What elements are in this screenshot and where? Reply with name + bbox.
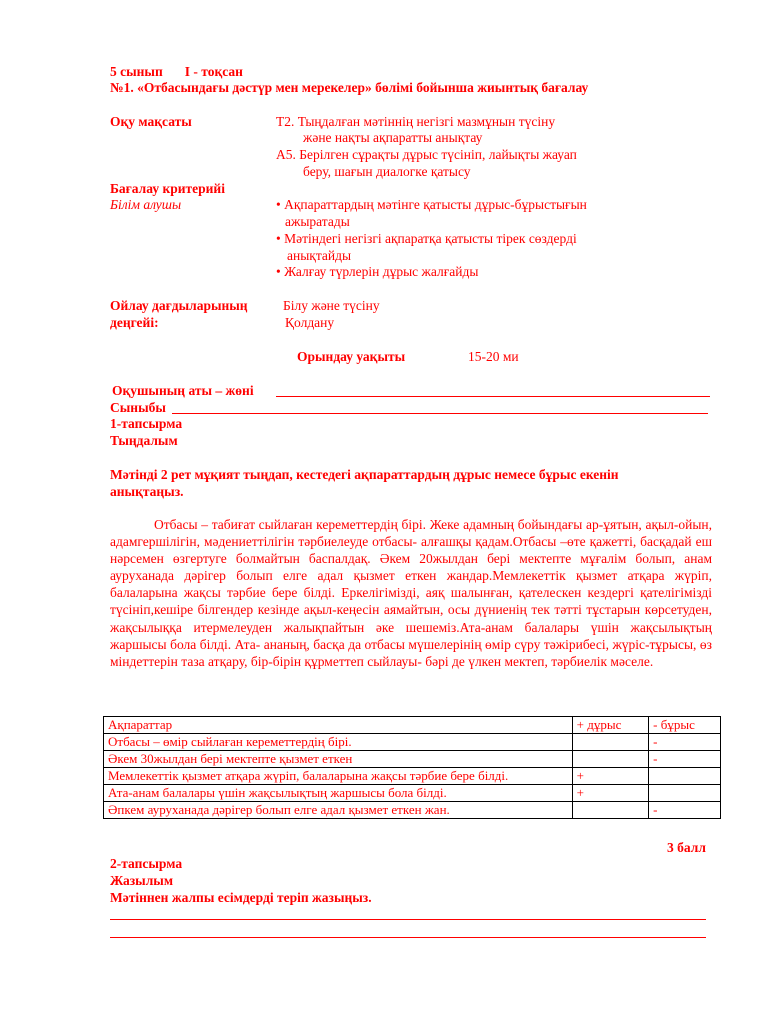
table-cell-info: Ата-анам балалары үшін жақсылықтың жаршысы бола білді. [104, 785, 573, 802]
task2-instruction: Мәтіннен жалпы есімдерді теріп жазыңыз. [110, 890, 372, 905]
answer-line-2[interactable] [110, 937, 706, 938]
criteria-label: Бағалау критерийі [110, 181, 225, 196]
listening-text-content: Отбасы – табиғат сыйлаған кереметтердің бірі. Жеке адамның бойындағы ар-ұятын, ақыл-ойын, адамгершілігін, мәдениеттілігін тәрбиелеуде отбасы- алғашқы қадам.Отбасы –өте қажетті, басқадай еш нәрсемен өзгертуге болмайтын баспалдақ. Әкем 20жылдан бері мектепте мұғалім болып, анам ауруханада дәрігер болып елге адал қызмет еткен жандар.Мемлекеттік қызмет атқара жүріп, балаларына жақсы тәрбие бере білді. Еркелігімізді, аяқ шалынған, қателескен кездергі қателігімізді түсініп,кешіре білгендер кезінде ақыл-кеңесін аямайтын, осы дүниенің тек тәтті тұстарын көрсетуден, жақсылыққа итермелеуден жалықпайтын әке шешеміз.Ата-анам балалары үшін жақсылықтың жаршысы бола білді. Ата- ананың, басқа да отбасы мүшелерінің өмір сүру тәжірибесі, жүріс-тұрысы, өз міндеттерін таза атқару, бір-бірін құрметтеп сыйлауы- бәрі де үлкен мектеп, тәрбиелік мәселе. [110, 517, 712, 669]
page-title: №1. «Отбасындағы дәстүр мен мерекелер» бөлімі бойынша жиынтық бағалау [110, 80, 589, 95]
table-cell-true[interactable] [572, 751, 649, 768]
task1-score: 3 балл [667, 840, 706, 855]
time-value: 15-20 ми [468, 349, 519, 364]
task1-type: Тыңдалым [110, 433, 178, 448]
objective-line-3: А5. Берілген сұрақты дұрыс түсініп, лайықты жауап [276, 147, 577, 162]
table-cell-true[interactable] [572, 802, 649, 819]
table-row [104, 734, 721, 751]
class-label: Сыныбы [110, 400, 166, 415]
student-name-label: Оқушының аты – жөні [112, 383, 254, 398]
task1-instruction-2: анықтаңыз. [110, 484, 184, 499]
table-cell-false[interactable]: - [649, 802, 721, 819]
student-name-line[interactable] [276, 396, 710, 397]
info-table [103, 716, 721, 819]
table-cell-info: Отбасы – өмір сыйлаған кереметтердің бірі. [104, 734, 573, 751]
table-cell-false[interactable] [649, 768, 721, 785]
table-row [104, 768, 721, 785]
table-cell-info: Әкем 30жылдан бері мектепте қызмет еткен [104, 751, 573, 768]
listening-text [110, 516, 712, 670]
quarter-text: I - тоқсан [184, 64, 243, 79]
task2-number: 2-тапсырма [110, 856, 183, 871]
criteria-item-3: • Жалғау түрлерін дұрыс жалғайды [276, 264, 479, 279]
table-header-info: Ақпараттар [104, 717, 573, 734]
criteria-sublabel: Білім алушы [110, 197, 182, 212]
objective-line-2: және нақты ақпаратты анықтау [303, 130, 483, 145]
table-cell-info: Әпкем ауруханада дәрігер болып елге адал қызмет еткен жан. [104, 802, 573, 819]
table-cell-false[interactable]: - [649, 734, 721, 751]
grade-label [110, 63, 243, 80]
task1-instruction: Мәтінді 2 рет мұқият тыңдап, кестедегі ақпараттардың дұрыс немесе бұрыс екенін [110, 467, 619, 482]
criteria-item-1: • Ақпараттардың мәтінге қатысты дұрыс-бұрыстығын [276, 197, 587, 212]
thinking-level-1: Білу және түсіну [283, 298, 380, 313]
table-cell-false[interactable] [649, 785, 721, 802]
table-row [104, 802, 721, 819]
grade-text: 5 сынып [110, 64, 163, 79]
time-label: Орындау уақыты [297, 349, 406, 364]
table-cell-true[interactable]: + [572, 785, 649, 802]
thinking-label: Ойлау дағдыларының [110, 298, 248, 313]
task2-type: Жазылым [110, 873, 174, 888]
thinking-label-2: деңгейі: [110, 315, 159, 330]
objective-line-1: Т2. Тыңдалған мәтіннің негізгі мазмұнын түсіну [276, 114, 556, 129]
table-header-false: - бұрыс [649, 717, 721, 734]
table-cell-false[interactable]: - [649, 751, 721, 768]
criteria-item-1-cont: ажыратады [285, 214, 350, 229]
table-row [104, 751, 721, 768]
task1-number: 1-тапсырма [110, 416, 183, 431]
table-header-row [104, 717, 721, 734]
table-cell-true[interactable]: + [572, 768, 649, 785]
objective-line-4: беру, шағын диалогке қатысу [303, 164, 471, 179]
table-cell-info: Мемлекеттік қызмет атқара жүріп, балаларына жақсы тәрбие бере білді. [104, 768, 573, 785]
thinking-level-2: Қолдану [285, 315, 335, 330]
criteria-item-2-cont: анықтайды [287, 248, 352, 263]
criteria-item-2: • Мәтіндегі негізгі ақпаратқа қатысты тірек сөздерді [276, 231, 577, 246]
objectives-label: Оқу мақсаты [110, 114, 192, 129]
answer-line-1[interactable] [110, 919, 706, 920]
table-row [104, 785, 721, 802]
table-header-true: + дұрыс [572, 717, 649, 734]
class-line[interactable] [172, 413, 708, 414]
table-cell-true[interactable] [572, 734, 649, 751]
